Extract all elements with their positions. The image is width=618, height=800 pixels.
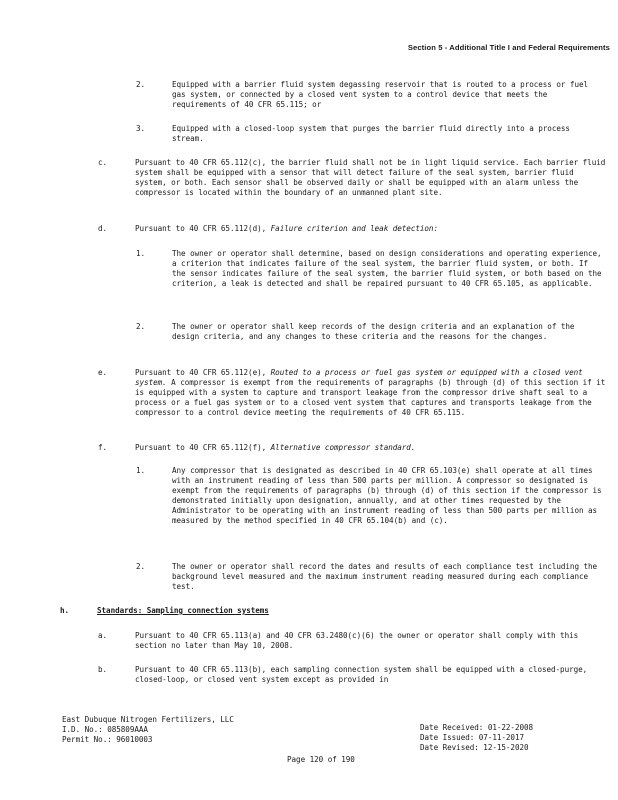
item-b2-text: Equipped with a barrier fluid system degassing reservoir that is routed to a process or fuel gas system, or connected by a closed vent system to a control device that meets the requirements of 40 CFR 65.115; or: [172, 80, 589, 109]
item-b2-marker: 2.: [136, 80, 146, 89]
item-f2-text: The owner or operator shall record the dates and results of each compliance test including the background level measured and the maximum instrument reading measured during each compliance test.: [172, 562, 598, 591]
section-h-title: Standards: Sampling connection systems: [97, 606, 269, 615]
item-ha-marker: a.: [98, 631, 108, 640]
facility-id: I.D. No.: 085809AAA: [62, 724, 148, 734]
item-e-text: Pursuant to 40 CFR 65.112(e), Routed to a process or fuel gas system or equipped with a closed vent system. A compressor is exempt from the requirements of paragraphs (b) through (d) of this section if it is equipped with a system to capture and transport leakage from the compressor drive shaft seal to a process or a fuel gas system or to a closed vent system that captures and transports leakage from the compressor to a control device meeting the requirements of 40 CFR 65.115.: [135, 368, 606, 417]
item-ha-text: Pursuant to 40 CFR 65.113(a) and 40 CFR 63.2480(c)(6) the owner or operator shall comply with this section no later than May 10, 2008.: [135, 631, 579, 650]
item-b3-text: Equipped with a closed-loop system that purges the barrier fluid directly into a process stream.: [172, 124, 570, 143]
item-d2-marker: 2.: [136, 322, 146, 331]
date-received: Date Received: 01-22-2008: [420, 723, 534, 732]
item-c-text: Pursuant to 40 CFR 65.112(c), the barrier fluid shall not be in light liquid service. Each barrier fluid system shall be equipped with a sensor that will detect failure of the seal system, barrier fluid system, or both. Each sensor shall be observed daily or shall be equipped with an alarm unless the compressor is located within the boundary of an unmanned plant site.: [135, 158, 606, 197]
footer-dates: [420, 723, 610, 753]
item-e-marker: e.: [98, 368, 108, 377]
item-d1-marker: 1.: [136, 249, 146, 258]
item-b3-marker: 3.: [136, 124, 146, 133]
item-f2-marker: 2.: [136, 562, 146, 571]
section-h-marker: h.: [60, 606, 70, 615]
facility-name: East Dubuque Nitrogen Fertilizers, LLC: [62, 715, 234, 724]
item-c-marker: c.: [98, 158, 108, 167]
item-d2-text: The owner or operator shall keep records of the design criteria and an explanation of the design criteria, and any changes to these criteria and the reasons for the changes.: [172, 322, 575, 341]
item-d1-text: The owner or operator shall determine, based on design considerations and operating experience, a criterion that indicates failure of the seal system, the barrier fluid system, or both. If the sensor indicates failure of the seal system, the barrier fluid system, or both based on the criterion, a leak is detected and shall be repaired pursuant to 40 CFR 65.105, as applicable.: [172, 249, 602, 288]
item-d-text: Pursuant to 40 CFR 65.112(d), Failure criterion and leak detection:: [135, 224, 438, 233]
item-d-marker: d.: [98, 224, 108, 233]
item-f-marker: f.: [98, 443, 108, 452]
item-hb-marker: b.: [98, 665, 108, 674]
page-header: Section 5 - Additional Title I and Federal Requirements: [407, 43, 610, 52]
item-f-text: Pursuant to 40 CFR 65.112(f), Alternative compressor standard.: [135, 443, 416, 452]
footer-facility-info: [62, 715, 282, 745]
page-number: Page 120 of 190: [287, 755, 355, 764]
date-issued: Date Issued: 07-11-2017: [420, 732, 525, 742]
permit-number: Permit No.: 96010003: [62, 734, 153, 744]
item-hb-text: Pursuant to 40 CFR 65.113(b), each sampling connection system shall be equipped with a closed-purge, closed-loop, or closed vent system except as provided in: [135, 665, 588, 684]
date-revised: Date Revised: 12-15-2020: [420, 742, 529, 752]
item-f1-marker: 1.: [136, 466, 146, 475]
item-f1-text: Any compressor that is designated as described in 40 CFR 65.103(e) shall operate at all times with an instrument reading of less than 500 parts per million. A compressor so designated is exempt from the requirements of paragraphs (b) through (d) of this section if the compressor is demonstrated initially upon designation, annually, and at other times requested by the Administrator to be operating with an instrument reading of less than 500 parts per million as measured by the method specified in 40 CFR 65.104(b) and (c).: [172, 466, 602, 525]
